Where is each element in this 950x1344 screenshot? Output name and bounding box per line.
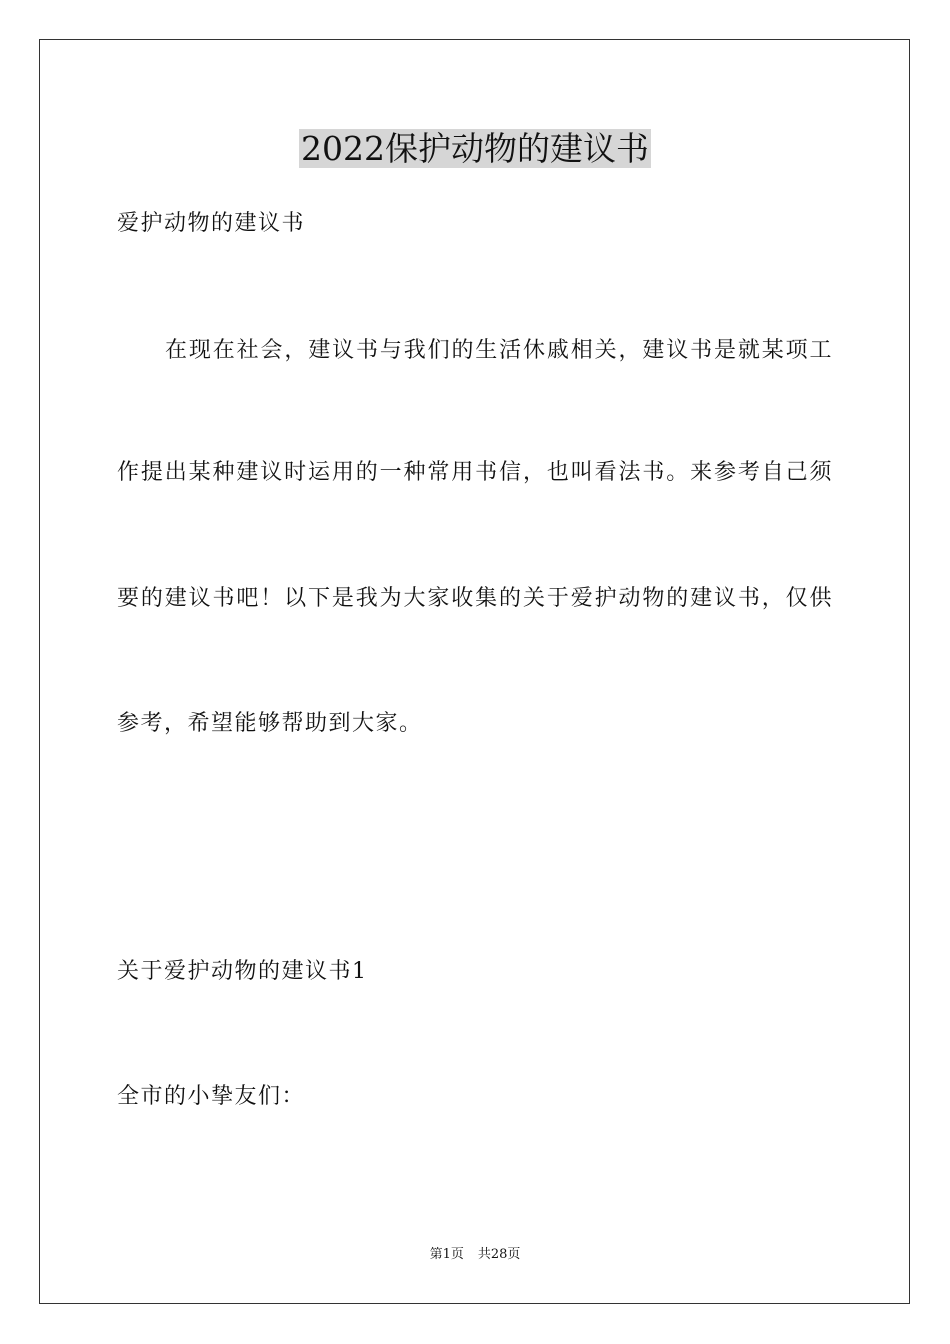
document-title-text: 2022保护动物的建议书 xyxy=(301,129,649,168)
intro-line-3: 要的建议书吧！以下是我为大家收集的关于爱护动物的建议书，仅供 xyxy=(117,586,833,611)
intro-line-1: 在现在社会，建议书与我们的生活休戚相关，建议书是就某项工 xyxy=(165,338,833,363)
page-total: 共28页 xyxy=(477,1247,521,1262)
document-title xyxy=(0,126,950,172)
section-heading: 关于爱护动物的建议书1 xyxy=(117,959,368,984)
page-number: 第1页 xyxy=(429,1247,464,1262)
page-footer xyxy=(0,1246,950,1264)
intro-line-4: 参考，希望能够帮助到大家。 xyxy=(117,711,423,736)
intro-line-2: 作提出某种建议时运用的一种常用书信，也叫看法书。来参考自己须 xyxy=(117,460,833,485)
subtitle: 爱护动物的建议书 xyxy=(117,211,306,236)
salutation: 全市的小挚友们： xyxy=(117,1084,306,1109)
